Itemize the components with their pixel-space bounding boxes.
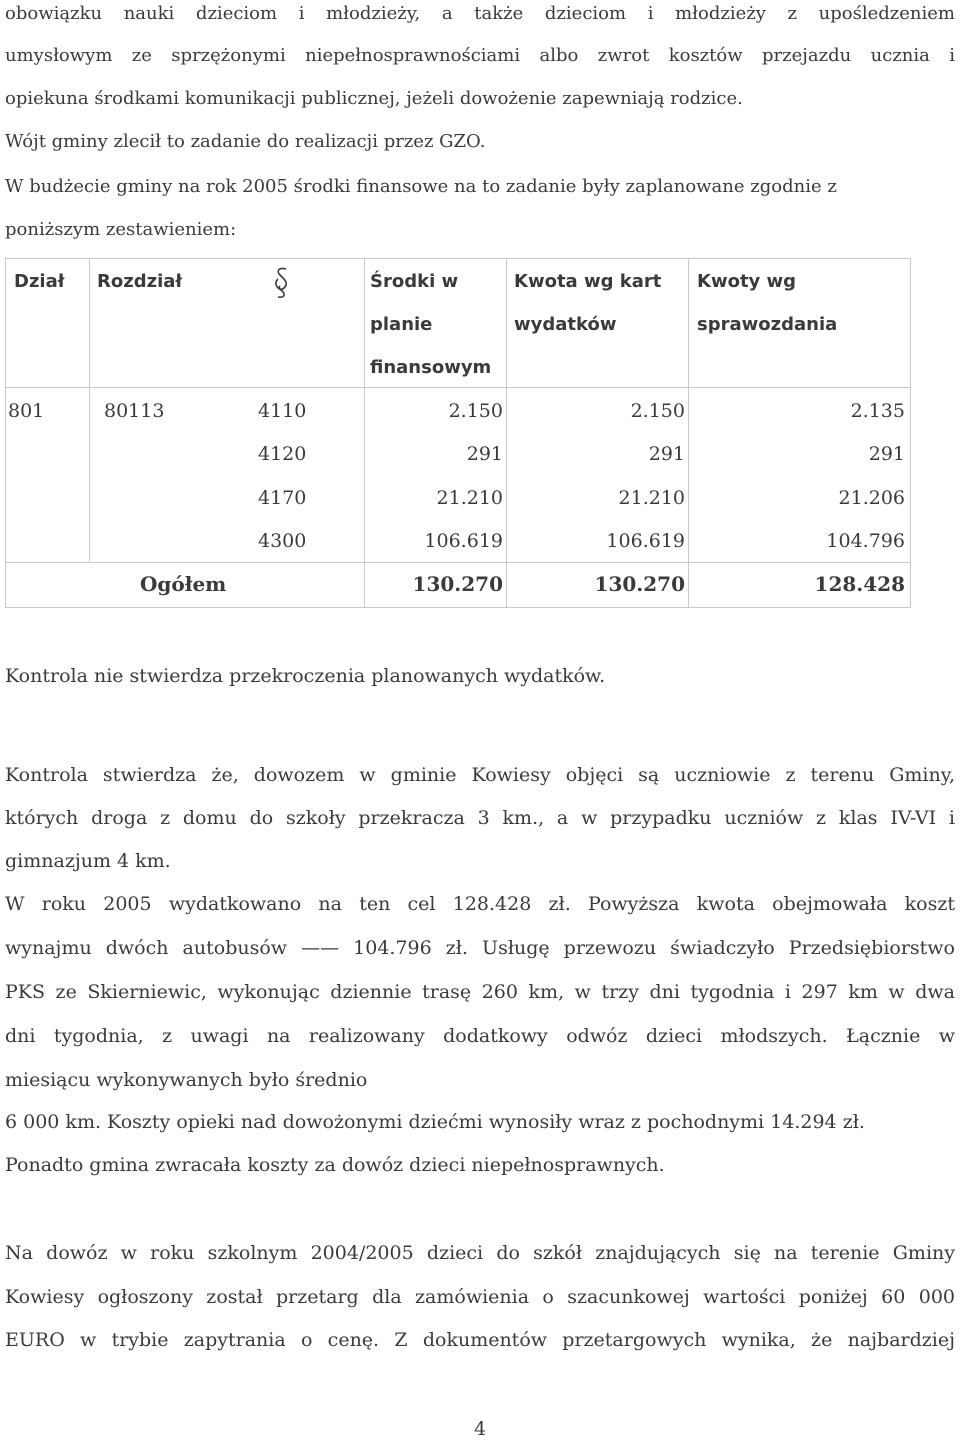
table-divider bbox=[5, 387, 911, 388]
table-divider bbox=[89, 258, 90, 563]
header-sprawozdania: Kwoty wg bbox=[697, 271, 797, 292]
cell-rozdzial: 80113 bbox=[104, 400, 165, 422]
text-line: gimnazjum 4 km. bbox=[5, 850, 171, 872]
text-line: EURO w trybie zapytrania o cenę. Z dokumentów przetargowych wynika, że najbardziej bbox=[5, 1329, 955, 1351]
text-line: Kontrola stwierdza że, dowozem w gminie Kowiesy objęci są uczniowie z terenu Gminy, bbox=[5, 764, 955, 786]
cell-sprawozdania: 21.206 bbox=[838, 487, 905, 509]
cell-dzial: 801 bbox=[8, 400, 45, 422]
text-line: umysłowym ze sprzężonymi niepełnosprawnościami albo zwrot kosztów przejazdu ucznia i bbox=[5, 45, 955, 66]
text-line: Wójt gminy zlecił to zadanie do realizacji przez GZO. bbox=[5, 131, 486, 152]
paragraph-symbol-icon bbox=[272, 266, 292, 300]
header-srodki: planie bbox=[370, 314, 433, 335]
table-divider bbox=[364, 258, 365, 608]
header-rozdzial: Rozdział bbox=[97, 271, 183, 292]
text-line: obowiązku nauki dzieciom i młodzieży, a także dzieciom i młodzieży z upośledzeniem bbox=[5, 3, 955, 24]
cell-karty: 291 bbox=[648, 443, 685, 465]
total-plan: 130.270 bbox=[412, 572, 503, 596]
cell-karty: 106.619 bbox=[606, 530, 685, 552]
header-srodki: finansowym bbox=[370, 357, 492, 378]
text-line: dni tygodnia, z uwagi na realizowany dodatkowy odwóz dzieci młodszych. Łącznie w bbox=[5, 1025, 955, 1047]
text-line: których droga z domu do szkoły przekracza 3 km., a w przypadku uczniów z klas IV-VI i bbox=[5, 807, 955, 829]
cell-plan: 2.150 bbox=[448, 400, 503, 422]
cell-sprawozdania: 104.796 bbox=[826, 530, 905, 552]
text-line: opiekuna środkami komunikacji publicznej, jeżeli dowożenie zapewniają rodzice. bbox=[5, 88, 743, 109]
table-divider bbox=[506, 258, 507, 608]
cell-plan: 291 bbox=[466, 443, 503, 465]
table-border-bottom bbox=[5, 607, 911, 608]
header-karty: wydatków bbox=[514, 314, 617, 335]
header-karty: Kwota wg kart bbox=[514, 271, 662, 292]
table-border-left bbox=[5, 258, 6, 608]
text-line: miesiącu wykonywanych było średnio bbox=[5, 1069, 368, 1091]
header-sprawozdania: sprawozdania bbox=[697, 314, 838, 335]
cell-plan: 21.210 bbox=[436, 487, 503, 509]
text-line: poniższym zestawieniem: bbox=[5, 219, 237, 240]
page-number: 4 bbox=[473, 1418, 487, 1440]
text-line: W budżecie gminy na rok 2005 środki finansowe na to zadanie były zaplanowane zgodnie z bbox=[5, 176, 837, 197]
cell-plan: 106.619 bbox=[424, 530, 503, 552]
cell-paragraf: 4300 bbox=[258, 530, 307, 552]
text-line: W roku 2005 wydatkowano na ten cel 128.428 zł. Powyższa kwota obejmowała koszt bbox=[5, 893, 955, 915]
text-line: PKS ze Skierniewic, wykonując dziennie trasę 260 km, w trzy dni tygodnia i 297 km w dwa bbox=[5, 981, 955, 1003]
header-dzial: Dział bbox=[14, 271, 65, 292]
text-line: wynajmu dwóch autobusów —— 104.796 zł. Usługę przewozu świadczyło Przedsiębiorstwo bbox=[5, 937, 955, 959]
total-label: Ogółem bbox=[140, 572, 227, 596]
text-line: Na dowóz w roku szkolnym 2004/2005 dzieci do szkół znajdujących się na terenie Gminy bbox=[5, 1242, 955, 1264]
header-srodki: Środki w bbox=[370, 271, 459, 292]
cell-sprawozdania: 2.135 bbox=[850, 400, 905, 422]
paragraph-2: Kontrola nie stwierdza przekroczenia planowanych wydatków. bbox=[5, 665, 606, 687]
text-line: 6 000 km. Koszty opieki nad dowożonymi dziećmi wynosiły wraz z pochodnymi 14.294 zł. bbox=[5, 1111, 865, 1133]
cell-karty: 2.150 bbox=[630, 400, 685, 422]
total-sprawozdania: 128.428 bbox=[814, 572, 905, 596]
cell-paragraf: 4120 bbox=[258, 443, 307, 465]
cell-paragraf: 4110 bbox=[258, 400, 307, 422]
table-border-right bbox=[910, 258, 911, 608]
text-line: Kowiesy ogłoszony został przetarg dla zamówienia o szacunkowej wartości poniżej 60 000 bbox=[5, 1286, 955, 1308]
table-divider bbox=[688, 258, 689, 608]
cell-paragraf: 4170 bbox=[258, 487, 307, 509]
total-karty: 130.270 bbox=[594, 572, 685, 596]
cell-karty: 21.210 bbox=[618, 487, 685, 509]
table-border-top bbox=[5, 258, 911, 259]
table-divider bbox=[5, 562, 911, 563]
cell-sprawozdania: 291 bbox=[868, 443, 905, 465]
text-line: Ponadto gmina zwracała koszty za dowóz dzieci niepełnosprawnych. bbox=[5, 1154, 665, 1176]
